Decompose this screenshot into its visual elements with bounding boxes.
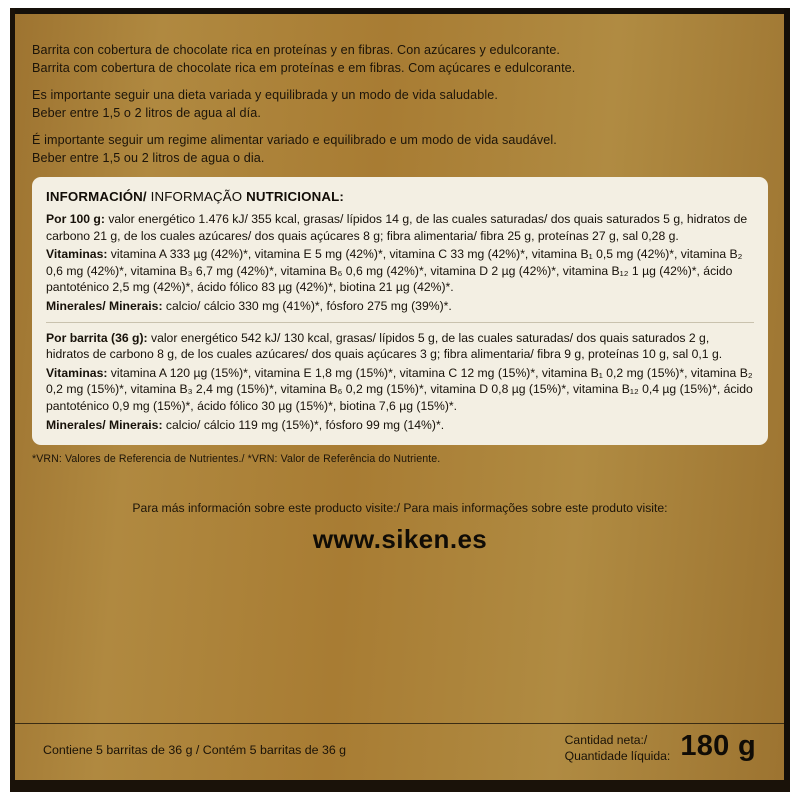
nutrition-per-100g-minerals-row [46, 298, 754, 315]
advice-line-pt-1: É importante seguir um regime alimentar variado e equilibrado e um modo de vida saudável. [32, 133, 557, 147]
more-information-text: Para más información sobre este producto visite:/ Para mais informações sobre este produto visite: [132, 501, 668, 516]
package-bottom-edge [10, 780, 790, 792]
per-bar-minerals-values: calcio/ cálcio 119 mg (15%)*, fósforo 99 mg (14%)*. [162, 417, 445, 432]
nutrition-information-panel [32, 177, 768, 445]
intro-group-advice-es [32, 87, 768, 121]
nutrition-title-part-es: INFORMACIÓN/ [46, 189, 147, 204]
per-100g-label: Por 100 g: [46, 212, 105, 226]
per-bar-minerals-label: Minerales/ Minerais: [46, 417, 163, 432]
nutrition-per-100g-vitamins-row [46, 246, 754, 296]
product-package-back-panel [10, 8, 790, 792]
package-right-edge [784, 8, 790, 792]
per-100g-vitamins-label: Vitaminas: [46, 247, 108, 262]
nutrition-title-part-nutricional: NUTRICIONAL: [246, 189, 344, 204]
per-100g-minerals-label: Minerales/ Minerais: [46, 298, 163, 313]
per-100g-values: valor energético 1.476 kJ/ 355 kcal, grasas/ lípidos 14 g, de las cuales saturadas/ dos quais saturados 5 g, hidratos de carbono 21 g, de los cuales azúcares/ dos quais açúcares 8 g; fibra alimentaria/ fibra 25 g, proteínas 27 g, sal 0,28 g. [46, 212, 748, 243]
net-quantity-label-es: Cantidad neta:/ [564, 733, 648, 747]
intro-line-pt: Barrita com cobertura de chocolate rica em proteínas e em fibras. Com açúcares e edulcorante. [32, 61, 576, 75]
intro-group-advice-pt [32, 132, 768, 166]
contains-text: Contiene 5 barritas de 36 g / Contém 5 barritas de 36 g [43, 743, 347, 757]
package-content [32, 42, 768, 555]
nutrition-footnote: *VRN: Valores de Referencia de Nutrientes./ *VRN: Valor de Referência do Nutriente. [32, 453, 441, 466]
nutrition-per-100g-row [46, 211, 754, 244]
per-bar-values: valor energético 542 kJ/ 130 kcal, grasas/ lípidos 5 g, de las cuales saturadas/ dos quais saturados 2 g, hidratos de carbono 8 g, de los cuales azúcares/ dos quais açúcares 3 g; fibra alimentaria/ fibra 9 g, proteínas 10 g, sal 0,1 g. [46, 330, 723, 362]
nutrition-divider [46, 322, 754, 323]
nutrition-title-part-pt: INFORMAÇÃO [146, 189, 247, 204]
net-quantity-group [565, 728, 756, 764]
nutrition-panel-title [46, 189, 754, 204]
per-100g-vitamins-values: vitamina A 333 µg (42%)*, vitamina E 5 mg (42%)*, vitamina C 33 mg (42%)*, vitamina B₁ 0,5 mg (42%)*, vitamina B₂ 0,6 mg (42%)*, vitamina B₃ 6,7 mg (42%)*, vitamina B₆ 0,6 mg (42%)*, vitamina D 2 µg (42%)*, vitamina B₁₂ 1 µg (42%)*, ácido pantoténico 2,5 mg (42%)*, ácido fólico 83 µg (42%)*, biotina 21 µg (42%)*. [46, 247, 743, 295]
intro-line-es: Barrita con cobertura de chocolate rica en proteínas y en fibras. Con azúcares y edulcorante. [32, 43, 561, 57]
package-left-edge [10, 8, 15, 792]
advice-line-es-1: Es importante seguir una dieta variada y equilibrada y un modo de vida saludable. [32, 88, 498, 102]
nutrition-per-bar-minerals-row [46, 417, 754, 434]
per-100g-minerals-values: calcio/ cálcio 330 mg (41%)*, fósforo 275 mg (39%)*. [162, 298, 452, 313]
nutrition-per-bar-row [46, 330, 754, 363]
net-quantity-labels [565, 728, 671, 764]
net-quantity-label-pt: Quantidade líquida: [564, 749, 671, 763]
per-bar-label: Por barrita (36 g): [46, 330, 148, 345]
net-quantity-value: 180 g [680, 729, 756, 762]
advice-line-es-2: Beber entre 1,5 o 2 litros de agua al día. [32, 106, 261, 120]
intro-group-product-description [32, 42, 768, 76]
nutrition-per-bar-vitamins-row [46, 365, 754, 415]
per-bar-vitamins-values: vitamina A 120 µg (15%)*, vitamina E 1,8 mg (15%)*, vitamina C 12 mg (15%)*, vitamina B₁ 0,2 mg (15%)*, vitamina B₂ 0,2 mg (15%)*, vitamina B₃ 2,4 mg (15%)*, vitamina B₆ 0,2 mg (15%)*, vitamina D 0,8 µg (15%)*, vitamina B₁₂ 0,4 µg (15%)*, ácido pantoténico 0,9 mg (15%)*, ácido fólico 30 µg (15%)*, biotina 7,6 µg (15%)*. [46, 365, 753, 413]
per-bar-vitamins-label: Vitaminas: [46, 365, 108, 380]
package-bottom-bar [15, 723, 784, 780]
package-top-edge [10, 8, 790, 14]
website-url: www.siken.es [312, 524, 488, 555]
advice-line-pt-2: Beber entre 1,5 ou 2 litros de agua o dia. [32, 151, 265, 165]
